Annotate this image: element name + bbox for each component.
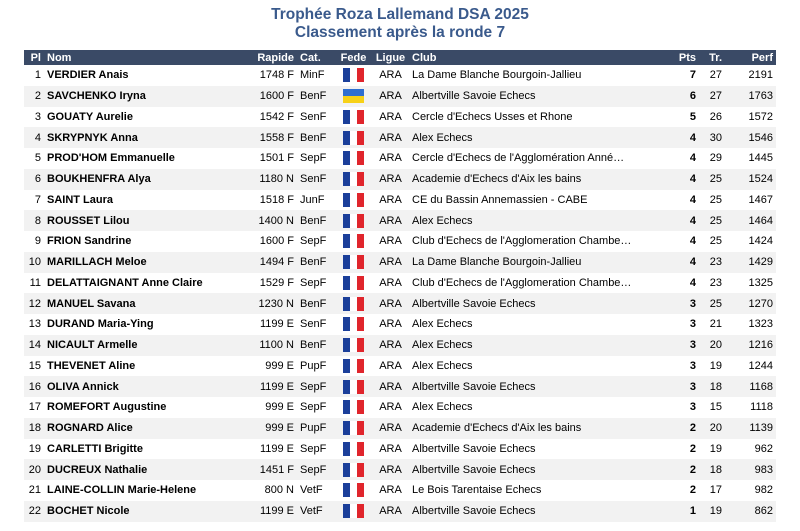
table-row <box>24 293 776 314</box>
cell-ligue: ARA <box>379 110 402 123</box>
cell-fede <box>335 190 372 211</box>
cell-ligue: ARA <box>379 152 402 165</box>
cell-pts: 3 <box>689 359 696 372</box>
cell-ligue: ARA <box>379 235 402 248</box>
header-nom[interactable]: Nom <box>44 50 248 65</box>
header-club[interactable]: Club <box>409 50 659 65</box>
france-flag-icon <box>343 276 364 290</box>
cell-pl: 5 <box>34 152 41 165</box>
cell-rapide: 1494 F <box>248 252 297 273</box>
header-rapide[interactable]: Rapide <box>248 50 297 65</box>
cell-club: Alex Echecs <box>409 335 659 356</box>
france-flag-icon <box>343 463 364 477</box>
cell-fede <box>335 501 372 522</box>
france-flag-icon <box>343 234 364 248</box>
table-row <box>24 439 776 460</box>
cell-fede <box>335 252 372 273</box>
cell-nom[interactable]: OLIVA Annick <box>44 376 248 397</box>
cell-perf: 1429 <box>725 252 776 273</box>
standings-body <box>24 65 776 522</box>
cell-nom[interactable]: DURAND Maria-Ying <box>47 318 154 331</box>
cell-tr: 29 <box>709 152 722 165</box>
cell-club: Albertville Savoie Echecs <box>409 293 659 314</box>
cell-nom[interactable]: FRION Sandrine <box>47 235 132 248</box>
header-ligue[interactable]: Ligue <box>372 50 409 65</box>
cell-rapide: 999 E <box>248 418 297 439</box>
cell-pts: 5 <box>689 110 696 123</box>
cell-perf: 1445 <box>748 152 773 165</box>
cell-rapide: 1529 F <box>259 276 294 289</box>
cell-ligue: ARA <box>372 459 409 480</box>
cell-club: La Dame Blanche Bourgoin-Jallieu <box>409 252 659 273</box>
cell-ligue: ARA <box>379 359 402 372</box>
cell-fede <box>335 397 372 418</box>
cell-perf: 1424 <box>748 235 773 248</box>
cell-pts: 3 <box>689 318 696 331</box>
cell-ligue: ARA <box>379 193 402 206</box>
cell-pts: 2 <box>689 484 696 497</box>
cell-tr: 20 <box>699 335 725 356</box>
cell-pl: 17 <box>28 401 41 414</box>
table-row <box>24 376 776 397</box>
cell-club: Alex Echecs <box>409 127 659 148</box>
cell-rapide: 1230 N <box>248 293 297 314</box>
header-row <box>24 50 776 65</box>
cell-nom[interactable]: DELATTAIGNANT Anne Claire <box>47 276 203 289</box>
cell-nom[interactable]: SAVCHENKO Iryna <box>44 86 248 107</box>
cell-tr: 15 <box>709 401 722 414</box>
cell-club: Albertville Savoie Echecs <box>409 376 659 397</box>
cell-rapide: 1100 N <box>248 335 297 356</box>
cell-cat: PupF <box>300 359 327 372</box>
cell-cat: BenF <box>297 210 335 231</box>
cell-nom[interactable]: BOCHET Nicole <box>44 501 248 522</box>
cell-ligue: ARA <box>372 169 409 190</box>
cell-club: Alex Echecs <box>409 210 659 231</box>
table-row <box>24 107 776 128</box>
cell-ligue: ARA <box>372 501 409 522</box>
cell-club: Albertville Savoie Echecs <box>409 501 659 522</box>
cell-fede <box>335 293 372 314</box>
france-flag-icon <box>343 68 364 82</box>
cell-ligue: ARA <box>379 69 402 82</box>
cell-pl: 8 <box>24 210 44 231</box>
cell-fede <box>335 459 372 480</box>
cell-fede <box>335 376 372 397</box>
cell-pl: 1 <box>34 69 41 82</box>
france-flag-icon <box>343 131 364 145</box>
table-row <box>24 501 776 522</box>
cell-pl: 12 <box>24 293 44 314</box>
cell-pts: 4 <box>689 152 696 165</box>
france-flag-icon <box>343 214 364 228</box>
header-pl[interactable]: Pl <box>24 50 44 65</box>
cell-fede <box>335 231 372 252</box>
cell-fede <box>335 273 372 294</box>
cell-tr: 20 <box>699 418 725 439</box>
cell-fede <box>335 314 372 335</box>
cell-cat: PupF <box>297 418 335 439</box>
france-flag-icon <box>343 400 364 414</box>
table-row <box>24 65 776 86</box>
cell-perf: 1763 <box>725 86 776 107</box>
cell-nom[interactable]: BOUKHENFRA Alya <box>44 169 248 190</box>
cell-fede <box>335 65 372 86</box>
france-flag-icon <box>343 110 364 124</box>
cell-pts: 3 <box>659 293 699 314</box>
cell-nom[interactable]: THEVENET Aline <box>47 359 136 372</box>
cell-perf: 962 <box>754 442 773 455</box>
standings-table <box>24 50 776 522</box>
cell-pl: 18 <box>24 418 44 439</box>
table-row <box>24 148 776 169</box>
cell-perf: 1270 <box>725 293 776 314</box>
cell-nom[interactable]: LAINE-COLLIN Marie-Helene <box>47 484 197 497</box>
cell-cat: SenF <box>300 110 327 123</box>
table-row <box>24 397 776 418</box>
cell-club: La Dame Blanche Bourgoin-Jallieu <box>412 69 582 82</box>
france-flag-icon <box>343 255 364 269</box>
cell-perf: 1325 <box>748 276 773 289</box>
cell-fede <box>335 107 372 128</box>
cell-pl: 21 <box>28 484 41 497</box>
cell-nom[interactable]: ROUSSET Lilou <box>44 210 248 231</box>
cell-fede <box>335 210 372 231</box>
cell-ligue: ARA <box>379 276 402 289</box>
cell-cat: MinF <box>300 69 325 82</box>
cell-pl: 2 <box>24 86 44 107</box>
cell-fede <box>335 169 372 190</box>
cell-perf: 1572 <box>748 110 773 123</box>
cell-tr: 25 <box>709 235 722 248</box>
cell-ligue: ARA <box>372 335 409 356</box>
cell-perf: 983 <box>725 459 776 480</box>
table-row <box>24 314 776 335</box>
cell-ligue: ARA <box>379 442 402 455</box>
cell-club: Albertville Savoie Echecs <box>412 442 536 455</box>
cell-cat: SepF <box>297 459 335 480</box>
cell-tr: 25 <box>699 293 725 314</box>
cell-pl: 9 <box>34 235 41 248</box>
header-perf[interactable]: Perf <box>725 50 776 65</box>
cell-pl: 13 <box>28 318 41 331</box>
cell-rapide: 999 E <box>265 401 294 414</box>
france-flag-icon <box>343 317 364 331</box>
header-cat[interactable]: Cat. <box>297 50 335 65</box>
cell-club: Cercle d'Echecs Usses et Rhone <box>412 110 573 123</box>
cell-cat: SepF <box>300 276 327 289</box>
cell-perf: 1216 <box>725 335 776 356</box>
cell-perf: 1467 <box>748 193 773 206</box>
cell-fede <box>335 148 372 169</box>
cell-pts: 4 <box>689 276 696 289</box>
cell-tr: 25 <box>699 169 725 190</box>
france-flag-icon <box>343 421 364 435</box>
cell-rapide: 1199 E <box>248 376 297 397</box>
table-row <box>24 190 776 211</box>
cell-club: Cercle d'Echecs de l'Agglomération Anné… <box>412 152 625 165</box>
cell-rapide: 800 N <box>264 484 294 497</box>
cell-pts: 4 <box>659 169 699 190</box>
cell-pl: 7 <box>34 193 41 206</box>
cell-rapide: 1400 N <box>248 210 297 231</box>
table-row <box>24 252 776 273</box>
cell-rapide: 1180 N <box>248 169 297 190</box>
cell-pl: 22 <box>24 501 44 522</box>
table-row <box>24 169 776 190</box>
cell-pl: 20 <box>24 459 44 480</box>
cell-fede <box>335 356 372 377</box>
cell-nom[interactable]: PROD'HOM Emmanuelle <box>47 152 175 165</box>
cell-rapide: 1451 F <box>248 459 297 480</box>
france-flag-icon <box>343 442 364 456</box>
cell-pts: 4 <box>659 252 699 273</box>
france-flag-icon <box>343 359 364 373</box>
cell-fede <box>335 480 372 501</box>
ukraine-flag-icon <box>343 89 364 103</box>
cell-rapide: 1558 F <box>248 127 297 148</box>
cell-nom[interactable]: VERDIER Anais <box>47 69 129 82</box>
table-row <box>24 127 776 148</box>
cell-pts: 3 <box>689 401 696 414</box>
cell-tr: 18 <box>699 459 725 480</box>
cell-pts: 6 <box>659 86 699 107</box>
cell-ligue: ARA <box>379 318 402 331</box>
cell-rapide: 1199 E <box>248 501 297 522</box>
cell-pts: 2 <box>659 459 699 480</box>
france-flag-icon <box>343 338 364 352</box>
france-flag-icon <box>343 504 364 518</box>
cell-perf: 1168 <box>725 376 776 397</box>
page-subtitle: Classement après la ronde 7 <box>294 24 506 41</box>
cell-cat: VetF <box>300 484 323 497</box>
cell-tr: 21 <box>709 318 722 331</box>
cell-pts: 2 <box>659 418 699 439</box>
cell-club: Albertville Savoie Echecs <box>409 86 659 107</box>
table-row <box>24 459 776 480</box>
cell-ligue: ARA <box>379 484 402 497</box>
cell-ligue: ARA <box>372 210 409 231</box>
cell-pl: 10 <box>24 252 44 273</box>
cell-pl: 3 <box>34 110 41 123</box>
header-pts[interactable]: Pts <box>659 50 699 65</box>
table-row <box>24 86 776 107</box>
cell-cat: BenF <box>297 335 335 356</box>
cell-pl: 19 <box>28 442 41 455</box>
cell-pl: 6 <box>24 169 44 190</box>
cell-pts: 4 <box>689 235 696 248</box>
cell-nom[interactable]: ROMEFORT Augustine <box>47 401 167 414</box>
cell-tr: 27 <box>699 86 725 107</box>
cell-ligue: ARA <box>372 376 409 397</box>
cell-pts: 4 <box>659 127 699 148</box>
cell-pts: 3 <box>659 335 699 356</box>
cell-cat: BenF <box>297 293 335 314</box>
cell-ligue: ARA <box>372 127 409 148</box>
cell-rapide: 1199 E <box>259 318 294 331</box>
cell-club: Alex Echecs <box>412 401 473 414</box>
cell-tr: 19 <box>699 501 725 522</box>
cell-club: CE du Bassin Annemassien - CABE <box>412 193 588 206</box>
cell-cat: BenF <box>297 252 335 273</box>
cell-tr: 25 <box>709 193 722 206</box>
cell-nom[interactable]: GOUATY Aurelie <box>47 110 133 123</box>
cell-pl: 15 <box>28 359 41 372</box>
cell-pts: 3 <box>659 376 699 397</box>
france-flag-icon <box>343 297 364 311</box>
cell-perf: 1524 <box>725 169 776 190</box>
cell-nom[interactable]: NICAULT Armelle <box>44 335 248 356</box>
cell-nom[interactable]: SAINT Laura <box>47 193 114 206</box>
cell-pts: 2 <box>689 442 696 455</box>
cell-ligue: ARA <box>372 86 409 107</box>
cell-nom[interactable]: ROGNARD Alice <box>44 418 248 439</box>
cell-perf: 862 <box>725 501 776 522</box>
cell-fede <box>335 418 372 439</box>
cell-rapide: 1748 F <box>259 69 294 82</box>
cell-cat: JunF <box>300 193 325 206</box>
france-flag-icon <box>343 380 364 394</box>
cell-ligue: ARA <box>379 401 402 414</box>
table-row <box>24 335 776 356</box>
cell-tr: 17 <box>709 484 722 497</box>
cell-nom[interactable]: MARILLACH Meloe <box>44 252 248 273</box>
cell-tr: 27 <box>709 69 722 82</box>
table-row <box>24 480 776 501</box>
cell-perf: 1118 <box>750 401 773 414</box>
table-row <box>24 273 776 294</box>
cell-cat: SepF <box>297 376 335 397</box>
cell-tr: 30 <box>699 127 725 148</box>
cell-cat: SepF <box>300 442 327 455</box>
cell-club: Academie d'Echecs d'Aix les bains <box>409 169 659 190</box>
cell-nom[interactable]: CARLETTI Brigitte <box>47 442 143 455</box>
france-flag-icon <box>343 172 364 186</box>
cell-pl: 16 <box>24 376 44 397</box>
cell-cat: BenF <box>297 86 335 107</box>
cell-fede <box>335 127 372 148</box>
cell-pts: 4 <box>689 193 696 206</box>
cell-tr: 23 <box>699 252 725 273</box>
title-block <box>0 0 800 42</box>
cell-ligue: ARA <box>372 252 409 273</box>
cell-tr: 25 <box>699 210 725 231</box>
header-fede[interactable]: Fede <box>335 50 372 65</box>
cell-pl: 14 <box>24 335 44 356</box>
cell-rapide: 1199 E <box>259 442 294 455</box>
cell-pl: 4 <box>24 127 44 148</box>
cell-cat: SepF <box>300 152 327 165</box>
header-tr[interactable]: Tr. <box>699 50 725 65</box>
table-row <box>24 356 776 377</box>
cell-ligue: ARA <box>372 418 409 439</box>
page-title: Trophée Roza Lallemand DSA 2025 <box>271 6 529 23</box>
france-flag-icon <box>343 193 364 207</box>
france-flag-icon <box>343 151 364 165</box>
cell-perf: 1546 <box>725 127 776 148</box>
table-row <box>24 418 776 439</box>
cell-fede <box>335 335 372 356</box>
cell-fede <box>335 439 372 460</box>
cell-cat: VetF <box>297 501 335 522</box>
cell-pts: 1 <box>659 501 699 522</box>
cell-cat: BenF <box>297 127 335 148</box>
cell-cat: SepF <box>300 235 327 248</box>
cell-rapide: 1501 F <box>259 152 294 165</box>
cell-perf: 1323 <box>748 318 773 331</box>
cell-club: Le Bois Tarentaise Echecs <box>412 484 542 497</box>
cell-cat: SepF <box>300 401 327 414</box>
france-flag-icon <box>343 483 364 497</box>
cell-club: Alex Echecs <box>412 359 473 372</box>
cell-pl: 11 <box>29 276 41 289</box>
cell-rapide: 1600 F <box>248 86 297 107</box>
cell-pts: 7 <box>689 69 696 82</box>
cell-club: Club d'Echecs de l'Agglomeration Chambe… <box>412 276 632 289</box>
cell-cat: SenF <box>300 318 327 331</box>
table-row <box>24 231 776 252</box>
cell-tr: 23 <box>709 276 722 289</box>
cell-tr: 26 <box>709 110 722 123</box>
cell-rapide: 999 E <box>265 359 294 372</box>
cell-perf: 982 <box>754 484 773 497</box>
cell-club: Albertville Savoie Echecs <box>409 459 659 480</box>
cell-club: Alex Echecs <box>412 318 473 331</box>
cell-nom[interactable]: SKRYPNYK Anna <box>44 127 248 148</box>
cell-rapide: 1600 F <box>259 235 294 248</box>
cell-club: Academie d'Echecs d'Aix les bains <box>409 418 659 439</box>
cell-tr: 18 <box>699 376 725 397</box>
cell-fede <box>335 86 372 107</box>
cell-perf: 1464 <box>725 210 776 231</box>
cell-pts: 4 <box>659 210 699 231</box>
cell-club: Club d'Echecs de l'Agglomeration Chambe… <box>412 235 632 248</box>
cell-perf: 1139 <box>725 418 776 439</box>
cell-perf: 1244 <box>748 359 773 372</box>
cell-nom[interactable]: DUCREUX Nathalie <box>44 459 248 480</box>
cell-nom[interactable]: MANUEL Savana <box>44 293 248 314</box>
cell-ligue: ARA <box>372 293 409 314</box>
cell-rapide: 1542 F <box>259 110 294 123</box>
table-row <box>24 210 776 231</box>
cell-tr: 19 <box>709 359 722 372</box>
cell-rapide: 1518 F <box>259 193 294 206</box>
cell-cat: SenF <box>297 169 335 190</box>
cell-perf: 2191 <box>748 69 773 82</box>
cell-tr: 19 <box>709 442 722 455</box>
